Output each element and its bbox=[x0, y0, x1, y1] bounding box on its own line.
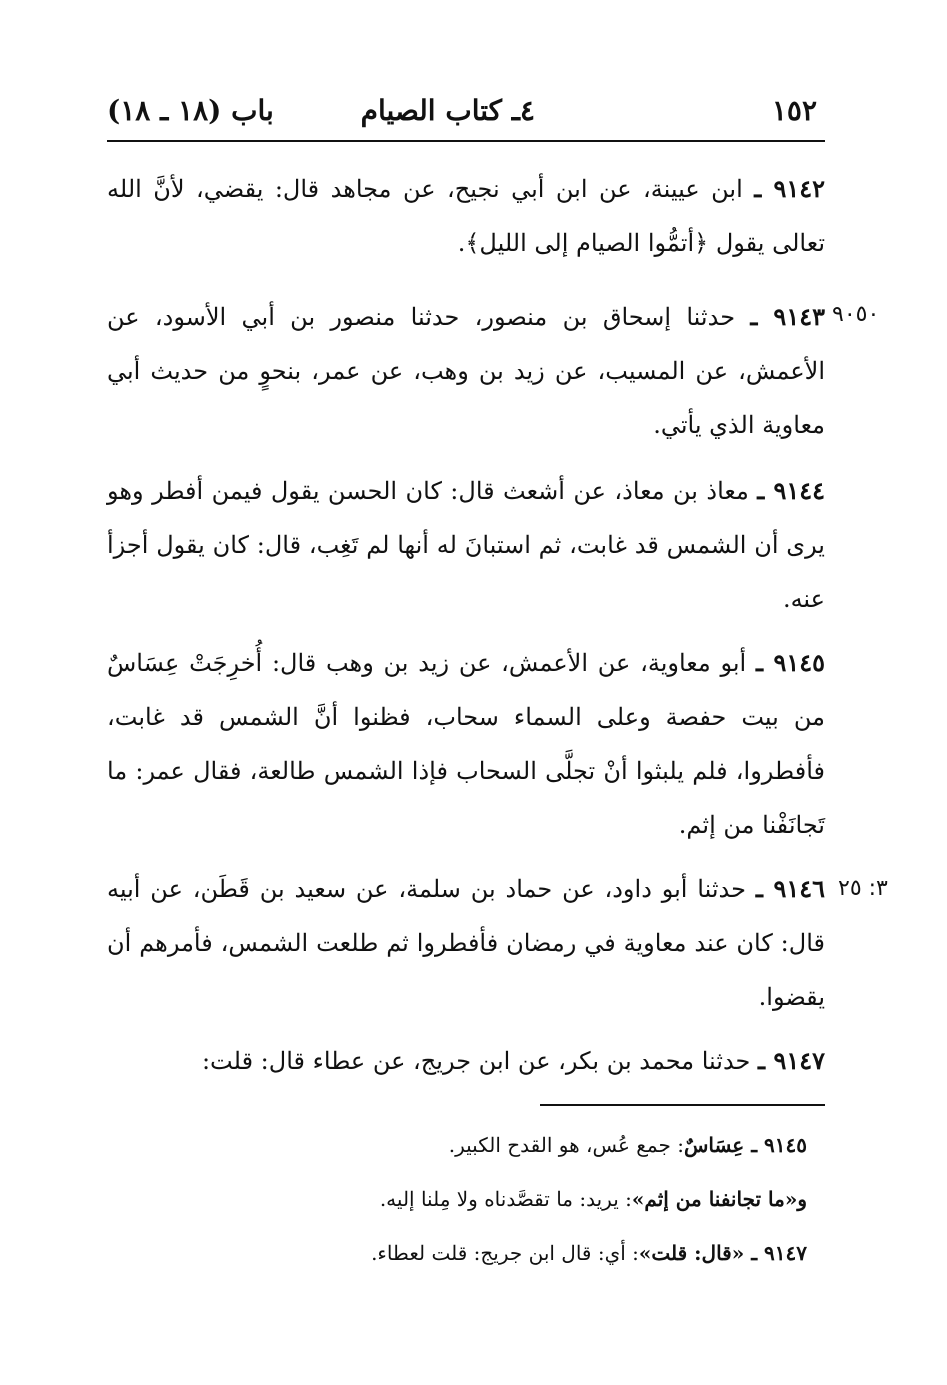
hadith-text: حدثنا أبو داود، عن حماد بن سلمة، عن سعيد بن قَطَن، عن أبيه قال: كان عند معاوية في رمضان فأفطروا ثم طلعت الشمس، فأمرهم أن يقضوا. bbox=[107, 875, 825, 1011]
hadith-entry-9143 bbox=[107, 290, 825, 452]
hadith-entry-9147 bbox=[107, 1034, 825, 1088]
footnote-text: : أي: قال ابن جريج: قلت لعطاء. bbox=[371, 1241, 639, 1265]
hadith-text: معاذ بن معاذ، عن أشعث قال: كان الحسن يقول فيمن أفطر وهو يرى أن الشمس قد غابت، ثم استبانَ له أنها لم تَغِب، قال: كان يقول أجزأ عنه. bbox=[107, 477, 825, 613]
footnote-9147 bbox=[107, 1238, 807, 1268]
hadith-entry-9146 bbox=[107, 862, 825, 1024]
footnote-lead: و«ما تجانفنا من إثم» bbox=[631, 1187, 807, 1211]
footnote-lead: ٩١٤٧ ـ «قال: قلت» bbox=[638, 1241, 807, 1265]
hadith-entry-9144 bbox=[107, 464, 825, 626]
footnote-text: : جمع عُس، هو القدح الكبير. bbox=[448, 1133, 684, 1157]
header-divider bbox=[107, 140, 825, 142]
page-header bbox=[107, 88, 825, 136]
hadith-number: ٩١٤٧ ـ bbox=[758, 1046, 825, 1075]
hadith-number: ٩١٤٦ ـ bbox=[755, 874, 825, 903]
footnote-tajanafna bbox=[107, 1184, 807, 1214]
hadith-text: حدثنا إسحاق بن منصور، حدثنا منصور بن أبي الأسود، عن الأعمش، عن المسيب، عن زيد بن وهب، عن عمر، بنحوٍ من حديث أبي معاوية الذي يأتي. bbox=[107, 303, 825, 439]
footnote-divider bbox=[540, 1104, 825, 1106]
footnote-text: : يريد: ما تقصَّدناه ولا مِلنا إليه. bbox=[379, 1187, 632, 1211]
footnote-9145 bbox=[107, 1130, 807, 1160]
hadith-text: أبو معاوية، عن الأعمش، عن زيد بن وهب قال: أُخرِجَتْ عِسَاسٌ من بيت حفصة وعلى السماء سحاب، فظنوا أنَّ الشمس قد غابت، فأفطروا، فلم يلبثوا أنْ تجلَّى السحاب فإذا الشمس طالعة، فقال عمر: ما تَجانَفْنا من إثم. bbox=[107, 649, 825, 839]
hadith-number: ٩١٤٥ ـ bbox=[755, 648, 825, 677]
hadith-entry-9145 bbox=[107, 636, 825, 852]
hadith-entry-9142 bbox=[107, 162, 825, 270]
hadith-number: ٩١٤٤ ـ bbox=[757, 476, 825, 505]
hadith-text: حدثنا محمد بن بكر، عن ابن جريج، عن عطاء قال: قلت: bbox=[201, 1047, 751, 1075]
side-note-9050: ٩٠٥٠ bbox=[832, 302, 880, 327]
chapter-reference: باب (١٨ ـ ١٨) bbox=[107, 94, 274, 127]
hadith-number: ٩١٤٢ ـ bbox=[754, 174, 825, 203]
footnote-lead: ٩١٤٥ ـ عِسَاسٌ bbox=[683, 1133, 807, 1157]
book-title: ٤ـ كتاب الصيام bbox=[360, 94, 535, 127]
hadith-text: ابن عيينة، عن ابن أبي نجيح، عن مجاهد قال: يقضي، لأنَّ الله تعالى يقول ﴿أتمُّوا الصيام إلى الليل﴾. bbox=[107, 175, 825, 257]
hadith-number: ٩١٤٣ ـ bbox=[750, 302, 825, 331]
side-note-3-25: ٣: ٢٥ bbox=[838, 876, 888, 901]
page-number: ١٥٢ bbox=[771, 94, 817, 127]
